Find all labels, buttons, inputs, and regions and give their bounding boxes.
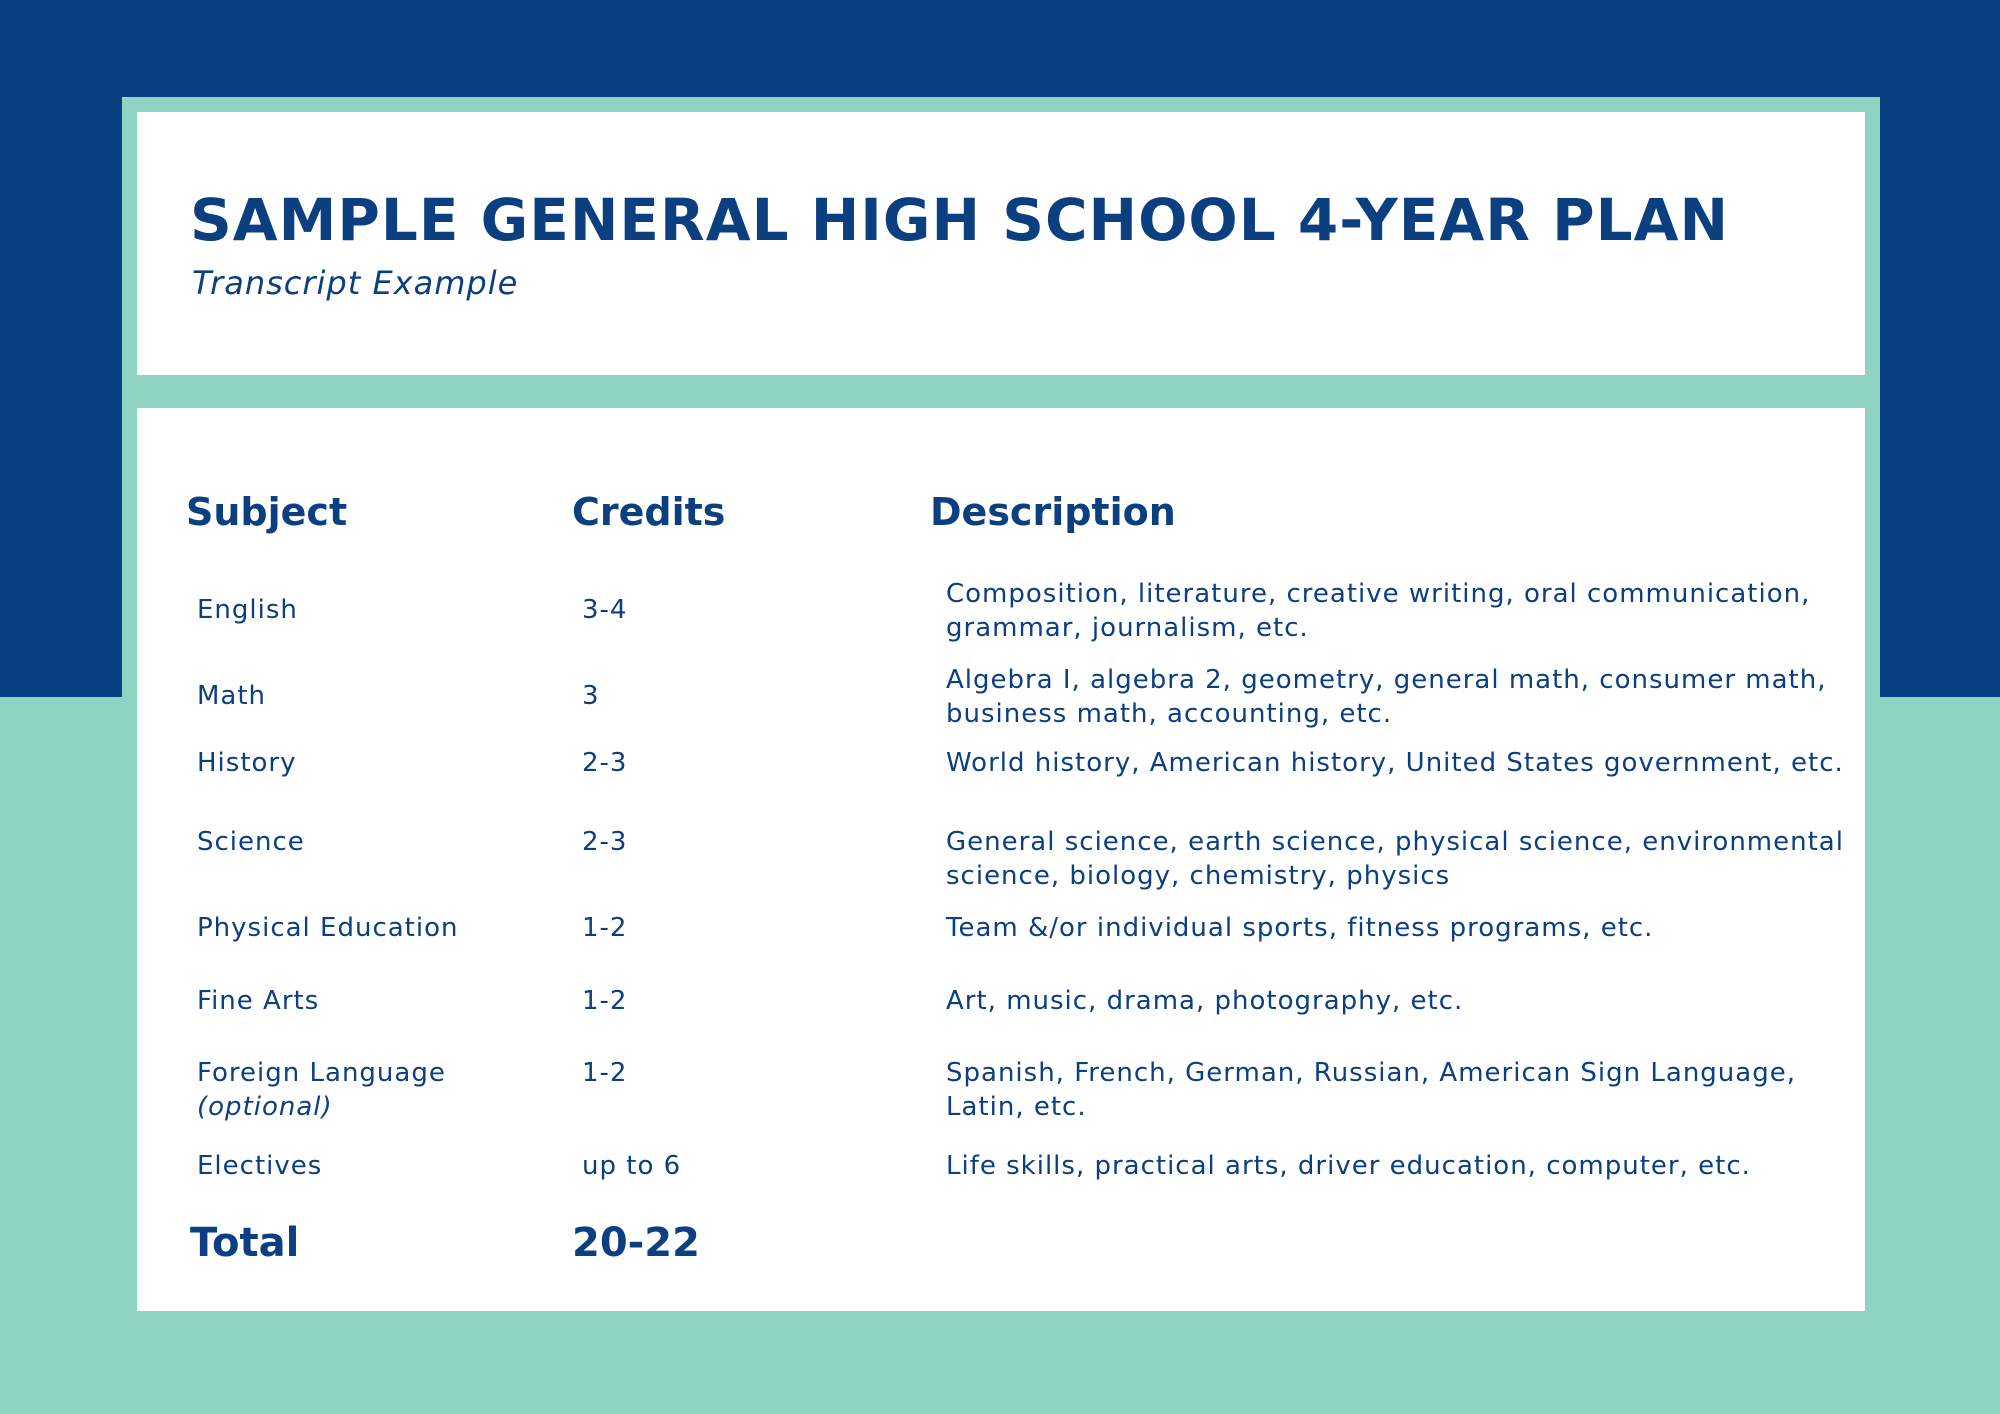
description-cell: Spanish, French, German, Russian, American Sign Language, Latin, etc.: [946, 1058, 1796, 1122]
column-header-description: Description: [930, 490, 1176, 534]
credits-cell: 3: [582, 681, 600, 711]
description-cell: World history, American history, United States government, etc.: [946, 748, 1844, 778]
description-cell: Art, music, drama, photography, etc.: [946, 986, 1464, 1016]
subject-cell: Physical Education: [197, 913, 459, 943]
credits-cell: 3-4: [582, 595, 628, 625]
column-header-subject: Subject: [186, 490, 348, 534]
description-cell: Composition, literature, creative writing, oral communication, grammar, journalism, etc.: [946, 579, 1811, 643]
total-label: Total: [190, 1220, 300, 1266]
subject-cell: Math: [197, 681, 267, 711]
page-title: SAMPLE GENERAL HIGH SCHOOL 4-YEAR PLAN: [190, 186, 1730, 254]
description-cell: Life skills, practical arts, driver education, computer, etc.: [946, 1151, 1751, 1181]
subject-cell: English: [197, 595, 298, 625]
description-cell: Algebra I, algebra 2, geometry, general math, consumer math, business math, accounting, etc.: [946, 665, 1827, 729]
credits-cell: 1-2: [582, 1058, 628, 1088]
description-cell: General science, earth science, physical science, environmental science, biology, chemistry, physics: [946, 827, 1844, 891]
subject-cell: Science: [197, 827, 305, 857]
optional-note: (optional): [197, 1092, 333, 1122]
subject-cell: Fine Arts: [197, 986, 320, 1016]
subject-cell: [197, 1056, 557, 1124]
subject-label: Foreign Language: [197, 1058, 446, 1088]
credits-cell: 1-2: [582, 913, 628, 943]
credits-cell: 2-3: [582, 748, 628, 778]
credits-cell: 1-2: [582, 986, 628, 1016]
credits-cell: 2-3: [582, 827, 628, 857]
description-cell: Team &/or individual sports, fitness programs, etc.: [946, 913, 1654, 943]
subject-cell: Electives: [197, 1151, 323, 1181]
page-subtitle: Transcript Example: [192, 264, 519, 302]
credits-cell: up to 6: [582, 1151, 682, 1181]
subject-cell: History: [197, 748, 297, 778]
total-credits-value: 20-22: [572, 1220, 700, 1266]
column-header-credits: Credits: [572, 490, 726, 534]
